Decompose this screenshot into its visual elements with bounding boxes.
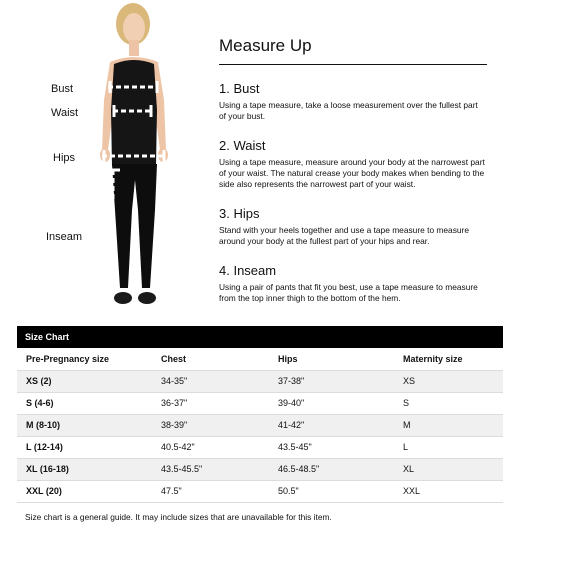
table-row	[17, 458, 503, 480]
column-header-hips: Hips	[269, 348, 394, 370]
table-cell: S	[394, 392, 503, 414]
step-text: Using a pair of pants that fit you best, use a tape measure to measure from the top inner thigh to the bottom of the hem.	[219, 282, 478, 303]
step-text: Stand with your heels together and use a tape measure to measure around your body at the fullest part of your hips and rear.	[219, 225, 470, 246]
table-cell: 47.5"	[152, 480, 269, 502]
step-bust	[219, 81, 489, 122]
step-hips	[219, 206, 489, 247]
table-cell: L (12-14)	[17, 436, 152, 458]
size-chart-footnote: Size chart is a general guide. It may include sizes that are unavailable for this item.	[25, 512, 332, 522]
table-cell: XXL (20)	[17, 480, 152, 502]
table-cell: 40.5-42"	[152, 436, 269, 458]
table-row	[17, 414, 503, 436]
column-header-chest: Chest	[152, 348, 269, 370]
table-cell: 46.5-48.5"	[269, 458, 394, 480]
table-row	[17, 480, 503, 502]
table-cell: 50.5"	[269, 480, 394, 502]
table-cell: M	[394, 414, 503, 436]
step-text: Using a tape measure, take a loose measurement over the fullest part of your bust.	[219, 100, 478, 121]
table-row	[17, 436, 503, 458]
table-cell: 34-35"	[152, 370, 269, 392]
table-row	[17, 370, 503, 392]
table-cell: XL (16-18)	[17, 458, 152, 480]
table-cell: 38-39"	[152, 414, 269, 436]
column-header-maternity-size: Maternity size	[394, 348, 503, 370]
waist-label: Waist	[51, 107, 79, 119]
table-cell: XS (2)	[17, 370, 152, 392]
table-cell: L	[394, 436, 503, 458]
measure-up-section	[219, 36, 489, 304]
table-cell: 39-40"	[269, 392, 394, 414]
table-cell: 36-37"	[152, 392, 269, 414]
table-cell: XXL	[394, 480, 503, 502]
step-heading: 1. Bust	[219, 81, 260, 96]
table-cell: S (4-6)	[17, 392, 152, 414]
table-cell: 43.5-45.5"	[152, 458, 269, 480]
step-heading: 3. Hips	[219, 206, 260, 221]
step-inseam	[219, 263, 489, 304]
table-cell: 41-42"	[269, 414, 394, 436]
step-text: Using a tape measure, measure around your body at the narrowest part of your waist. The natural crease your body makes when bending to the side also represents the narrowest part of your waist.	[219, 157, 485, 189]
column-header-pre-pregnancy-size: Pre-Pregnancy size	[17, 348, 152, 370]
step-heading: 2. Waist	[219, 138, 266, 153]
table-cell: 43.5-45"	[269, 436, 394, 458]
model-figure	[80, 0, 190, 322]
table-cell: 37-38"	[269, 370, 394, 392]
step-heading: 4. Inseam	[219, 263, 277, 278]
size-chart	[17, 326, 503, 503]
inseam-label: Inseam	[46, 231, 83, 243]
step-waist	[219, 138, 489, 190]
size-chart-table	[17, 348, 503, 503]
table-cell: M (8-10)	[17, 414, 152, 436]
bust-label: Bust	[51, 83, 74, 95]
table-row	[17, 392, 503, 414]
table-cell: XS	[394, 370, 503, 392]
model-silhouette-image	[80, 0, 190, 322]
size-chart-title: Size Chart	[17, 326, 503, 348]
table-cell: XL	[394, 458, 503, 480]
table-header-row	[17, 348, 503, 370]
measure-up-title: Measure Up	[219, 36, 487, 65]
hips-label: Hips	[53, 152, 76, 164]
